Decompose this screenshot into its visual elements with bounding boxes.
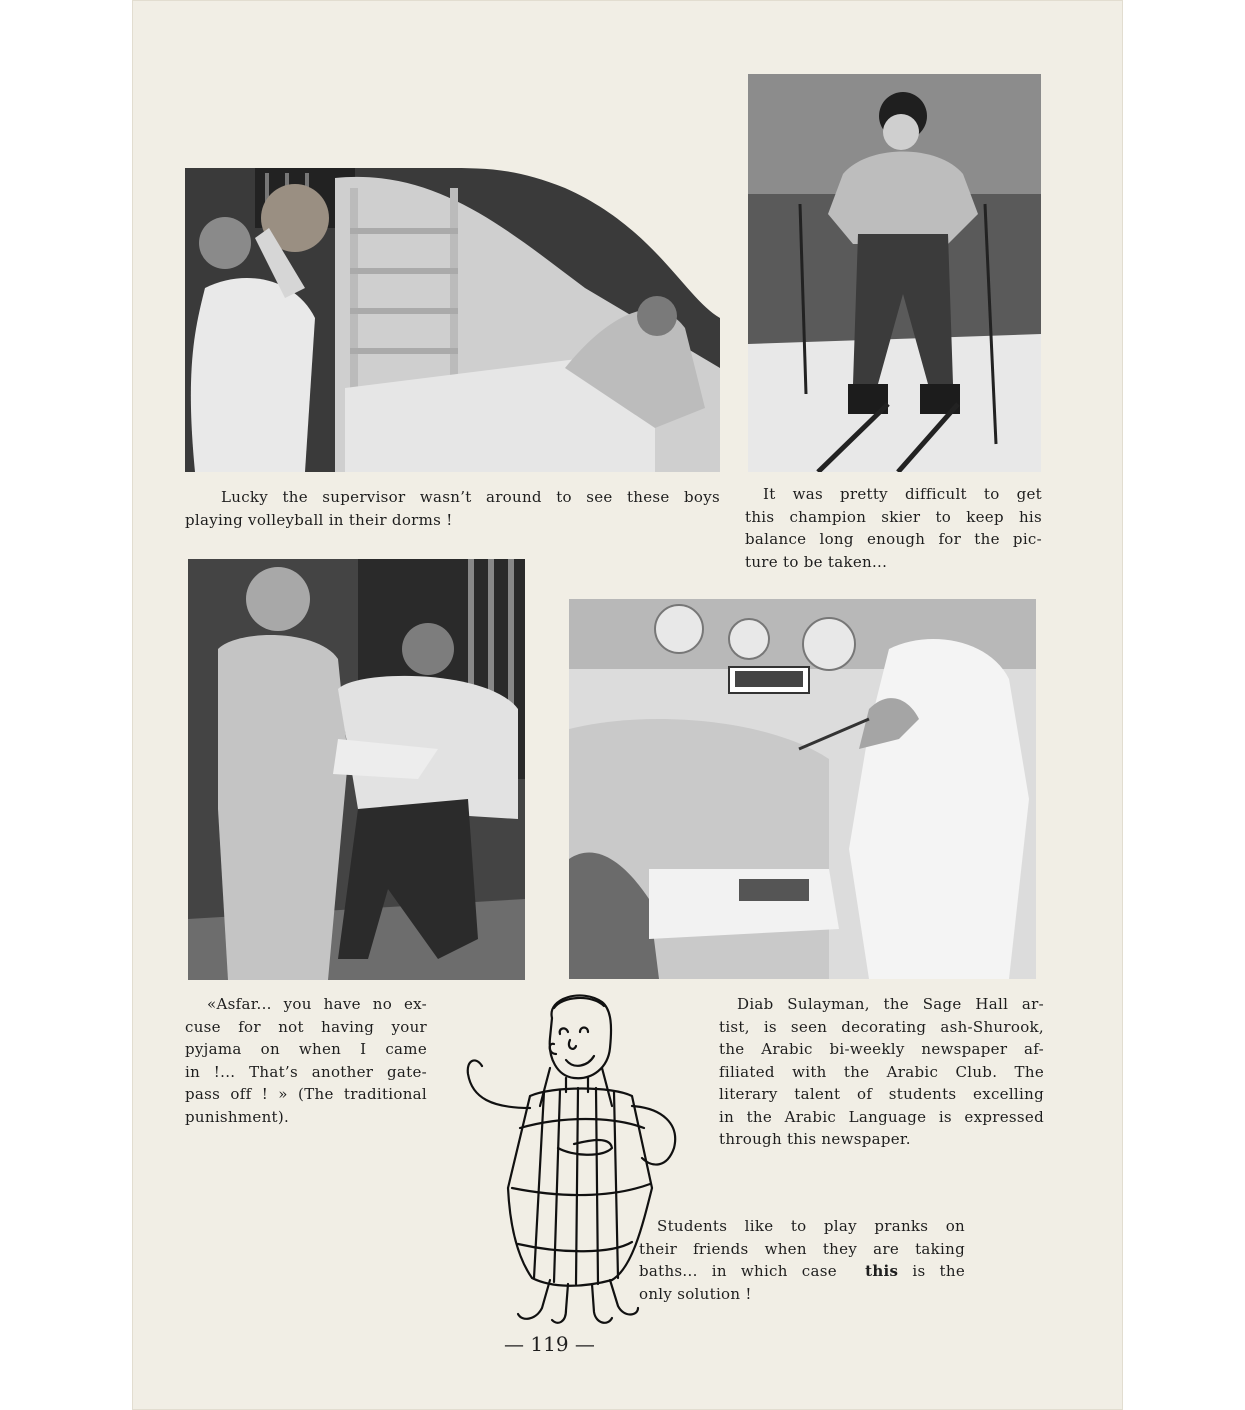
photo-volleyball [185,168,720,472]
caption-artist-line6: in the Arabic Language is expressed [719,1107,1044,1126]
caption-artist-line4: filiated with the Arabic Club. The [719,1062,1044,1081]
caption-artist-line2: tist, is seen decorating ash-Shurook, [719,1017,1044,1036]
caption-asfar-line4: in !... That’s another gate- [185,1062,427,1081]
photo-asfar [188,559,525,980]
caption-artist-line1: Diab Sulayman, the Sage Hall ar- [737,995,1044,1013]
caption-pranks-line3: baths... in which case this is the [639,1262,966,1280]
caption-skier-line1: It was pretty difficult to get [763,485,1042,503]
photo-skier [748,74,1041,472]
caption-pranks-line2: their friends when they are taking [639,1239,965,1258]
caption-asfar-line3: pyjama on when I came [185,1040,427,1058]
caption-asfar-line1: «Asfar... you have no ex- [207,995,427,1013]
caption-asfar-line2: cuse for not having your [185,1017,427,1036]
caption-skier [745,483,1042,573]
photo-artist [569,599,1036,979]
page [132,0,1123,1410]
caption-volleyball-line1: Lucky the supervisor wasn’t around to see these boys [221,488,720,506]
caption-asfar-line6: punishment). [185,1107,290,1126]
barrel-man-illustration [462,988,692,1328]
caption-asfar-line5: pass off ! » (The traditional [185,1085,427,1103]
caption-pranks-line1: Students like to play pranks on [657,1217,965,1235]
caption-artist [719,993,1044,1151]
caption-volleyball-line2: playing volleyball in their dorms ! [185,510,453,529]
page-number: — 119 — [504,1332,595,1356]
caption-pranks-line4: only solution ! [639,1284,752,1303]
caption-asfar [185,993,427,1128]
caption-volleyball [185,486,720,531]
caption-artist-line3: the Arabic bi-weekly newspaper af- [719,1040,1044,1058]
caption-artist-line7: through this newspaper. [719,1130,911,1148]
caption-skier-line3: balance long enough for the pic- [745,530,1042,548]
caption-skier-line2: this champion skier to keep his [745,507,1042,526]
caption-artist-line5: literary talent of students excelling [719,1085,1044,1103]
caption-skier-line4: ture to be taken... [745,552,888,571]
caption-pranks-emphasis: this [865,1262,899,1280]
